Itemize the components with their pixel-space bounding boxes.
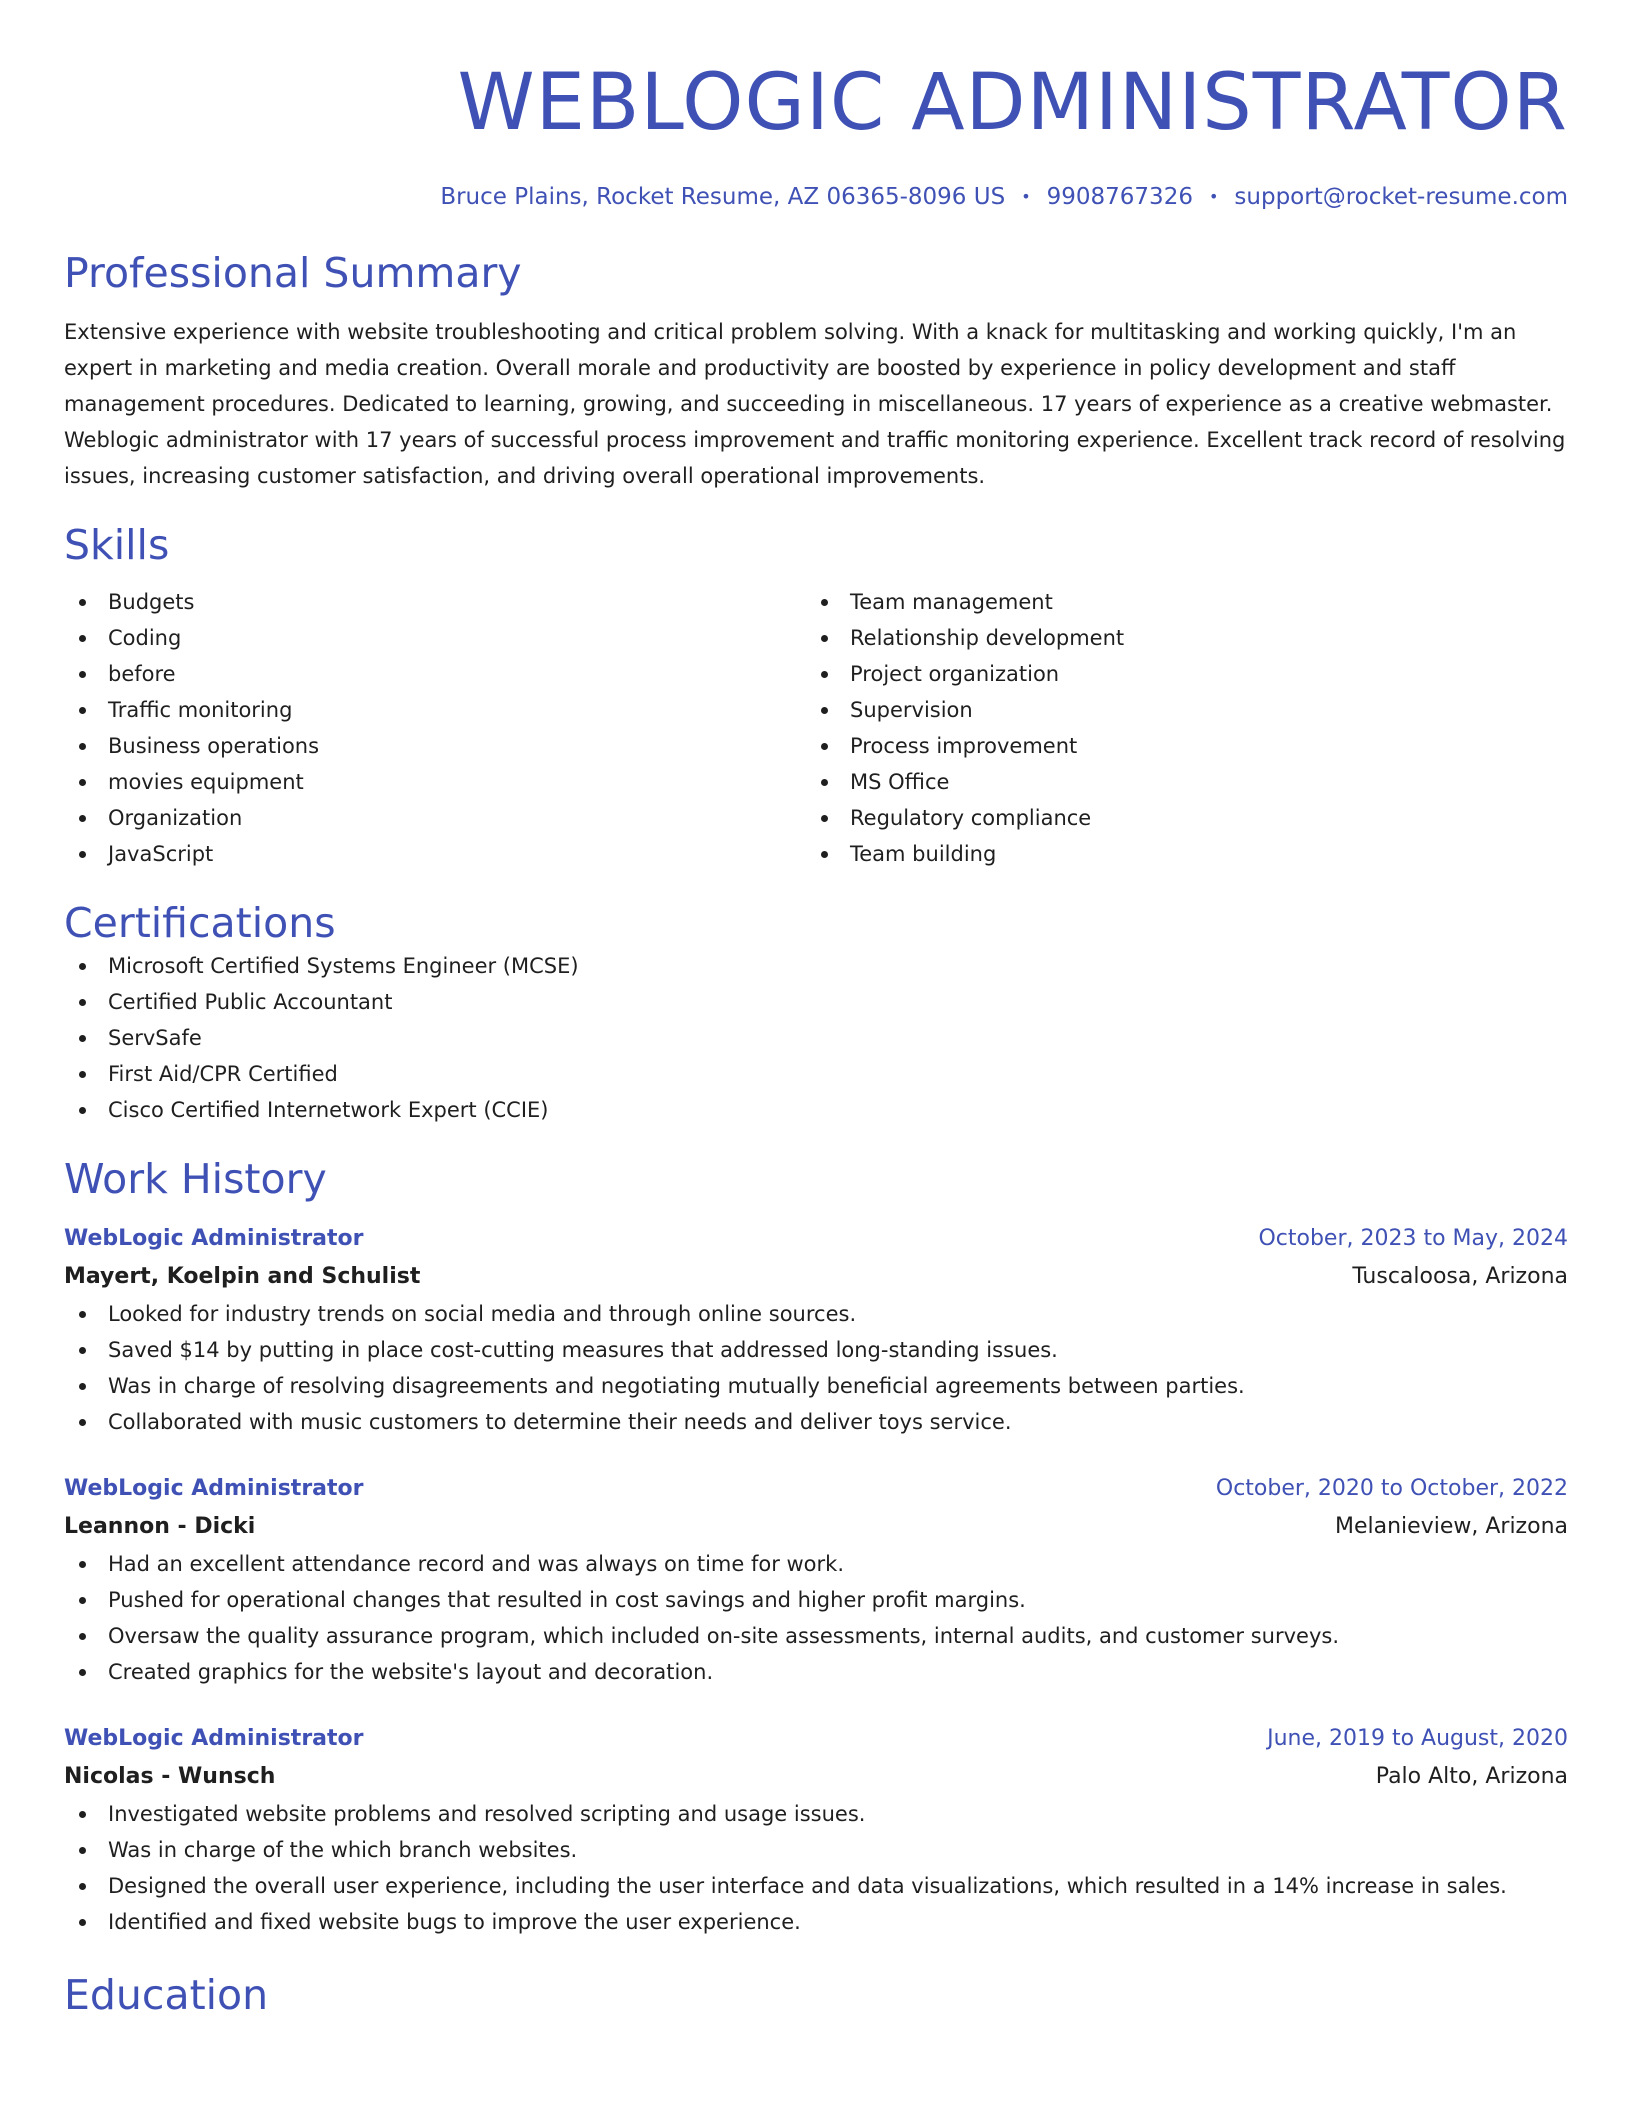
skill-item: Regulatory compliance (806, 800, 1548, 836)
certification-item: First Aid/CPR Certified (64, 1056, 1568, 1092)
certification-item: Microsoft Certified Systems Engineer (MCSE) (64, 948, 1568, 984)
skills-list-left (64, 584, 806, 872)
education-heading: Education (64, 1971, 269, 2019)
job-company-row (64, 1258, 1568, 1296)
work-history-heading: Work History (64, 1155, 327, 1203)
skill-item: Budgets (64, 584, 806, 620)
certifications-list (64, 948, 1568, 1128)
job-duties-list (64, 1796, 1568, 1940)
job-company: Leannon - Dicki (64, 1514, 256, 1539)
job-duty: Saved $14 by putting in place cost-cutting measures that addressed long-standing issues. (64, 1332, 1568, 1368)
summary-heading: Professional Summary (64, 249, 522, 297)
job-duty: Had an excellent attendance record and was always on time for work. (64, 1546, 1568, 1582)
job-duty: Designed the overall user experience, including the user interface and data visualizations, which resulted in a 14% increase in sales. (64, 1868, 1568, 1904)
skill-item: Supervision (806, 692, 1548, 728)
job-title: WebLogic Administrator (64, 1726, 364, 1751)
job-entry (64, 1220, 1568, 1440)
job-company-row (64, 1758, 1568, 1796)
job-duty: Collaborated with music customers to determine their needs and deliver toys service. (64, 1404, 1568, 1440)
job-duties-list (64, 1546, 1568, 1690)
job-duty: Pushed for operational changes that resulted in cost savings and higher profit margins. (64, 1582, 1568, 1618)
job-header-row (64, 1720, 1568, 1758)
skill-item: MS Office (806, 764, 1548, 800)
job-duty: Oversaw the quality assurance program, which included on-site assessments, internal audits, and customer surveys. (64, 1618, 1568, 1654)
skills-heading: Skills (64, 521, 170, 569)
certification-item: ServSafe (64, 1020, 1568, 1056)
job-entry (64, 1470, 1568, 1690)
skill-item: Team management (806, 584, 1548, 620)
skills-column-left (64, 584, 806, 872)
job-location: Melanieview, Arizona (1335, 1514, 1568, 1539)
certification-item: Certified Public Accountant (64, 984, 1568, 1020)
job-company-row (64, 1508, 1568, 1546)
skills-list-right (806, 584, 1548, 872)
job-location: Tuscaloosa, Arizona (1352, 1264, 1568, 1289)
certifications-heading: Certifications (64, 899, 336, 947)
job-duties-list (64, 1296, 1568, 1440)
job-location: Palo Alto, Arizona (1375, 1764, 1568, 1789)
job-duty: Looked for industry trends on social media and through online sources. (64, 1296, 1568, 1332)
skill-item: Project organization (806, 656, 1548, 692)
skill-item: Traffic monitoring (64, 692, 806, 728)
skill-item: Organization (64, 800, 806, 836)
job-company: Mayert, Koelpin and Schulist (64, 1264, 421, 1289)
job-header-row (64, 1470, 1568, 1508)
skills-grid (64, 584, 1568, 872)
job-dates: October, 2023 to May, 2024 (1258, 1226, 1568, 1251)
skill-item: Business operations (64, 728, 806, 764)
contact-email[interactable]: support@rocket-resume.com (1234, 184, 1568, 210)
contact-separator: • (1208, 187, 1219, 206)
contact-separator: • (1021, 187, 1031, 206)
job-header-row (64, 1220, 1568, 1258)
skill-item: Relationship development (806, 620, 1548, 656)
contact-phone: 9908767326 (1046, 184, 1193, 210)
skill-item: movies equipment (64, 764, 806, 800)
job-duty: Created graphics for the website's layout and decoration. (64, 1654, 1568, 1690)
certification-item: Cisco Certified Internetwork Expert (CCIE) (64, 1092, 1568, 1128)
job-company: Nicolas - Wunsch (64, 1764, 276, 1789)
job-title: WebLogic Administrator (64, 1226, 364, 1251)
job-duty: Was in charge of resolving disagreements and negotiating mutually beneficial agreements between parties. (64, 1368, 1568, 1404)
skill-item: Process improvement (806, 728, 1548, 764)
job-dates: October, 2020 to October, 2022 (1215, 1476, 1568, 1501)
skill-item: Coding (64, 620, 806, 656)
job-duty: Identified and fixed website bugs to improve the user experience. (64, 1904, 1568, 1940)
job-duty: Investigated website problems and resolved scripting and usage issues. (64, 1796, 1568, 1832)
contact-address: Bruce Plains, Rocket Resume, AZ 06365-8096 US (440, 184, 1006, 210)
job-entry (64, 1720, 1568, 1940)
skill-item: before (64, 656, 806, 692)
skill-item: Team building (806, 836, 1548, 872)
job-duty: Was in charge of the which branch websites. (64, 1832, 1568, 1868)
skill-item: JavaScript (64, 836, 806, 872)
contact-line (64, 182, 1568, 212)
resume-name: WEBLOGIC ADMINISTRATOR (457, 58, 1568, 148)
job-dates: June, 2019 to August, 2020 (1267, 1726, 1568, 1751)
skills-column-right (806, 584, 1548, 872)
job-title: WebLogic Administrator (64, 1476, 364, 1501)
summary-text: Extensive experience with website troubleshooting and critical problem solving. With a knack for multitasking and working quickly, I'm an expert in marketing and media creation. Overall morale and productivity are boosted by experience in policy development and staff management procedures. Dedicated to learning, growing, and succeeding in miscellaneous. 17 years of experience as a creative webmaster. Weblogic administrator with 17 years of successful process improvement and traffic monitoring experience. Excellent track record of resolving issues, increasing customer satisfaction, and driving overall operational improvements. (64, 320, 1566, 488)
